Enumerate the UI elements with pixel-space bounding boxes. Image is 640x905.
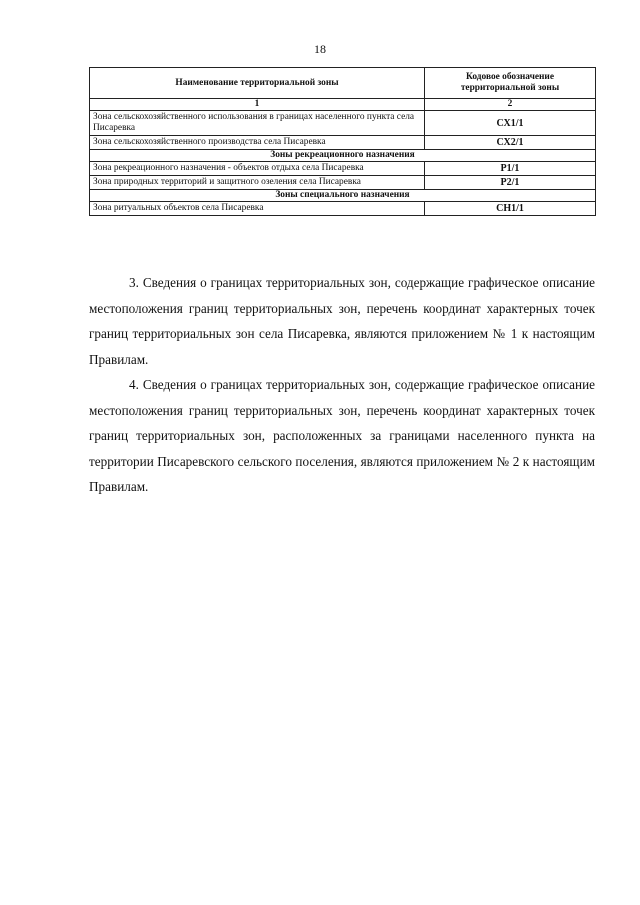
table-body bbox=[90, 111, 596, 216]
table-row bbox=[90, 202, 596, 216]
zone-code-column-header: Кодовое обозначение территориальной зоны bbox=[425, 68, 596, 99]
table-row bbox=[90, 162, 596, 176]
zone-code-cell: СХ2/1 bbox=[425, 136, 596, 150]
zone-group-row bbox=[90, 190, 596, 202]
column-numbering-row bbox=[90, 99, 596, 111]
column-number-1: 1 bbox=[90, 99, 425, 111]
zone-name-cell: Зона сельскохозяйственного производства села Писаревка bbox=[90, 136, 425, 150]
zone-code-cell: СН1/1 bbox=[425, 202, 596, 216]
body-text bbox=[89, 270, 595, 500]
zone-name-cell: Зона рекреационного назначения - объектов отдыха села Писаревка bbox=[90, 162, 425, 176]
zone-name-cell: Зона сельскохозяйственного использования в границах населенного пункта села Писаревка bbox=[90, 111, 425, 136]
paragraph-3: 3. Сведения о границах территориальных зон, содержащие графическое описание местоположения границ территориальных зон, перечень координат характерных точек границ территориальных зон села Писаревка, являются приложением № 1 к настоящим Правилам. bbox=[89, 275, 595, 367]
column-number-2: 2 bbox=[425, 99, 596, 111]
zone-group-title: Зоны рекреационного назначения bbox=[90, 150, 596, 162]
table-row bbox=[90, 176, 596, 190]
zone-name-cell: Зона природных территорий и защитного озеления села Писаревка bbox=[90, 176, 425, 190]
table-header-row bbox=[90, 68, 596, 99]
zone-code-cell: СХ1/1 bbox=[425, 111, 596, 136]
page-number: 18 bbox=[314, 42, 326, 56]
zone-code-cell: Р2/1 bbox=[425, 176, 596, 190]
table-row bbox=[90, 111, 596, 136]
zone-group-row bbox=[90, 150, 596, 162]
table-row bbox=[90, 136, 596, 150]
territorial-zones-table bbox=[89, 67, 596, 216]
zone-code-cell: Р1/1 bbox=[425, 162, 596, 176]
zone-name-cell: Зона ритуальных объектов села Писаревка bbox=[90, 202, 425, 216]
zone-name-column-header: Наименование территориальной зоны bbox=[90, 68, 425, 99]
zone-group-title: Зоны специального назначения bbox=[90, 190, 596, 202]
paragraph-4: 4. Сведения о границах территориальных зон, содержащие графическое описание местоположения границ территориальных зон, перечень координат характерных точек границ территориальных зон, расположенных за границами населенного пункта на территории Писаревского сельского поселения, являются приложением № 2 к настоящим Правилам. bbox=[89, 377, 595, 494]
